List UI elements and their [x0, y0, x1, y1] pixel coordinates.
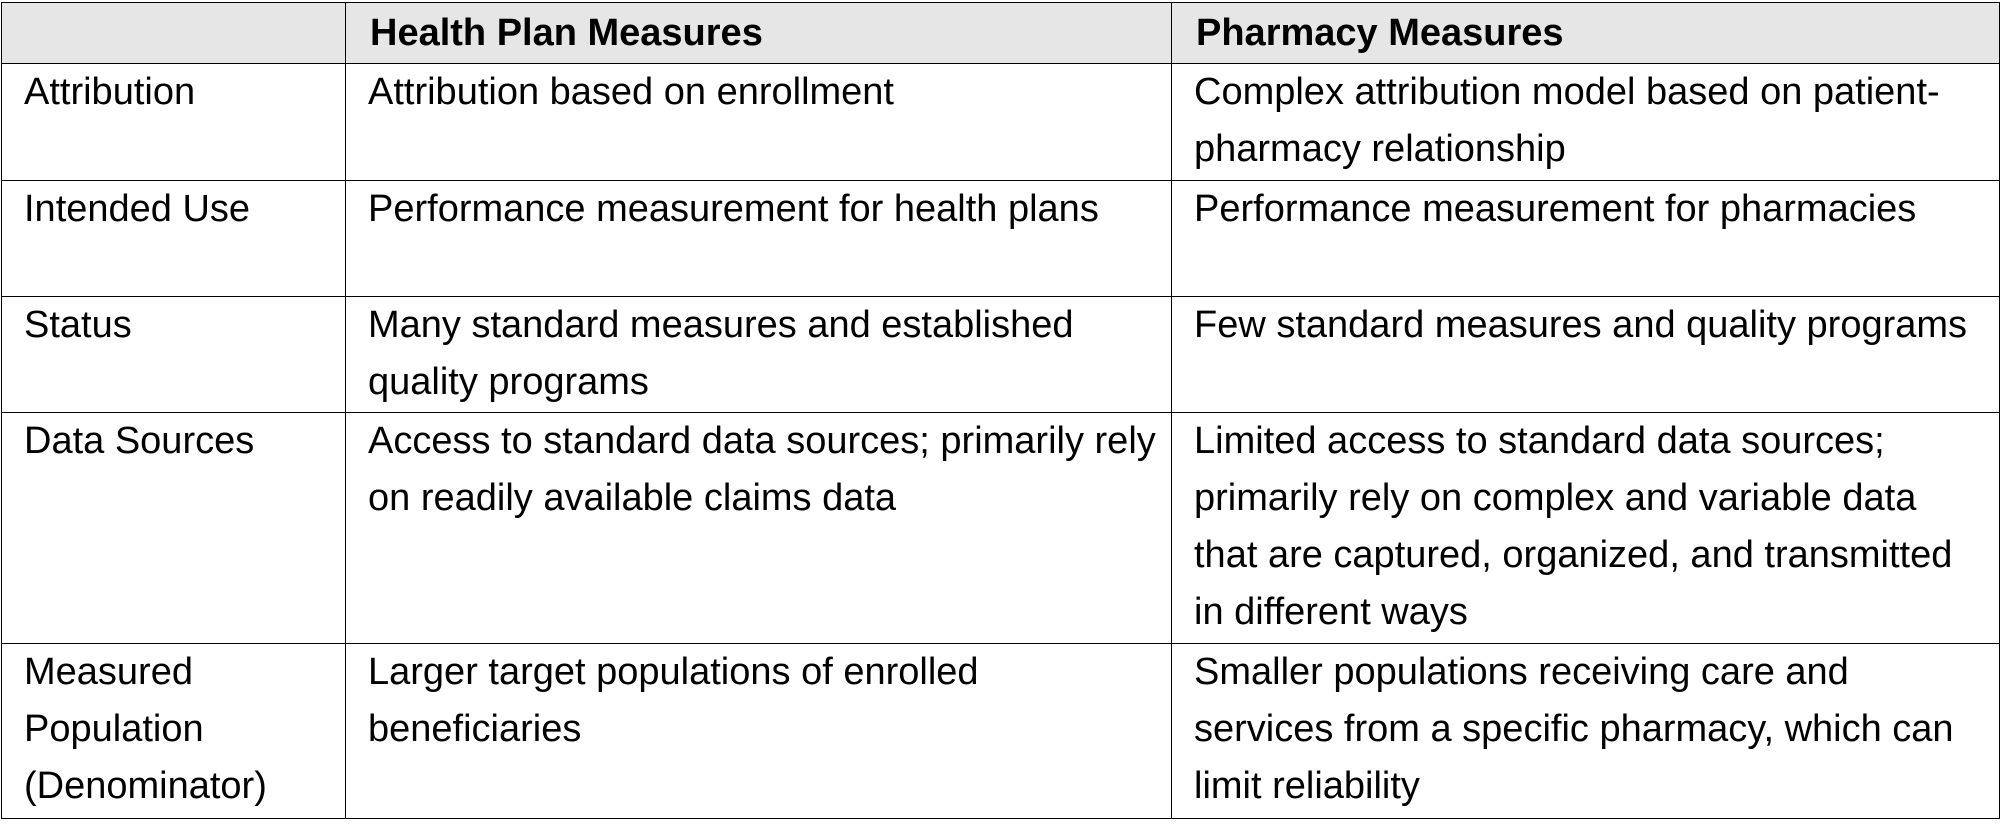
- pharmacy-cell: Few standard measures and quality programs: [1172, 297, 2000, 413]
- table-row: [2, 297, 2000, 413]
- pharmacy-cell: Smaller populations receiving care and services from a specific pharmacy, which can limit reliability: [1172, 644, 2000, 819]
- row-label: Attribution: [2, 64, 346, 181]
- header-cell-pharmacy: Pharmacy Measures: [1172, 3, 2000, 64]
- header-cell-health-plan: Health Plan Measures: [346, 3, 1172, 64]
- header-row: [2, 3, 2000, 64]
- table-row: [2, 413, 2000, 644]
- table-row: [2, 64, 2000, 181]
- pharmacy-cell: Performance measurement for pharmacies: [1172, 181, 2000, 297]
- table-row: [2, 644, 2000, 819]
- row-label: Measured Population (Denominator): [2, 644, 346, 819]
- pharmacy-cell: Complex attribution model based on patient-pharmacy relationship: [1172, 64, 2000, 181]
- health-plan-cell: Attribution based on enrollment: [346, 64, 1172, 181]
- health-plan-cell: Performance measurement for health plans: [346, 181, 1172, 297]
- row-label: Data Sources: [2, 413, 346, 644]
- health-plan-cell: Many standard measures and established quality programs: [346, 297, 1172, 413]
- header-cell-blank: [2, 3, 346, 64]
- row-label: Status: [2, 297, 346, 413]
- health-plan-cell: Access to standard data sources; primarily rely on readily available claims data: [346, 413, 1172, 644]
- comparison-table: [1, 2, 2000, 819]
- row-label: Intended Use: [2, 181, 346, 297]
- pharmacy-cell: Limited access to standard data sources; primarily rely on complex and variable data that are captured, organized, and transmitted in different ways: [1172, 413, 2000, 644]
- table-row: [2, 181, 2000, 297]
- health-plan-cell: Larger target populations of enrolled beneficiaries: [346, 644, 1172, 819]
